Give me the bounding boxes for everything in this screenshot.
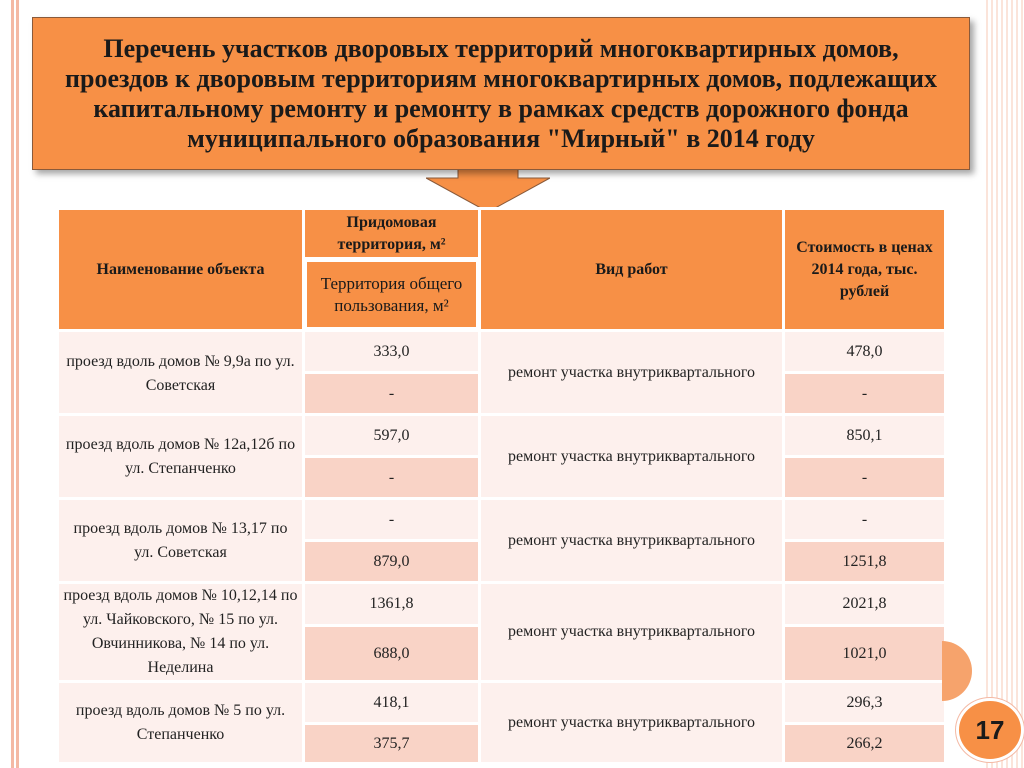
cell-yard: 418,1 <box>304 682 480 724</box>
header-area-common: Территория общего пользования, м² <box>304 259 480 331</box>
cell-common: 879,0 <box>304 541 480 583</box>
cell-common: 375,7 <box>304 724 480 764</box>
cell-cost-common: - <box>784 373 946 415</box>
cell-yard: 1361,8 <box>304 583 480 626</box>
left-stripe <box>11 0 14 768</box>
slide-title-box <box>32 17 970 170</box>
left-stripe-inner <box>16 0 19 768</box>
row-name: проезд вдоль домов № 13,17 по ул. Советская <box>58 499 304 583</box>
decorative-half-circle <box>942 641 972 701</box>
cell-cost-yard: 850,1 <box>784 415 946 457</box>
row-name: проезд вдоль домов № 5 по ул. Степанченко <box>58 682 304 764</box>
cell-work: ремонт участка внутриквартального <box>480 415 784 499</box>
cell-cost-common: 266,2 <box>784 724 946 764</box>
cell-cost-common: - <box>784 457 946 499</box>
cell-work: ремонт участка внутриквартального <box>480 499 784 583</box>
down-arrow-icon <box>426 168 550 212</box>
cell-yard: - <box>304 499 480 541</box>
header-cost: Стоимость в ценах 2014 года, тыс. рублей <box>784 209 946 331</box>
cell-common: 688,0 <box>304 626 480 682</box>
cell-cost-common: 1251,8 <box>784 541 946 583</box>
right-decorative-strip <box>986 0 1024 768</box>
cell-work: ремонт участка внутриквартального <box>480 331 784 415</box>
row-name: проезд вдоль домов № 10,12,14 по ул. Чайковского, № 15 по ул. Овчинникова, № 14 по ул. Неделина <box>58 583 304 682</box>
row-name: проезд вдоль домов № 9,9а по ул. Советская <box>58 331 304 415</box>
header-area-yard: Придомовая территория, м² <box>304 209 480 259</box>
cell-cost-yard: 478,0 <box>784 331 946 373</box>
works-table <box>56 207 947 765</box>
cell-cost-common: 1021,0 <box>784 626 946 682</box>
cell-work: ремонт участка внутриквартального <box>480 583 784 682</box>
slide-title: Перечень участков дворовых территорий многоквартирных домов, проездов к дворовым территориям многоквартирных домов, подлежащих капитальному ремонту и ремонту в рамках средств дорожного фонда муниципального образования "Мирный" в 2014 году <box>65 33 937 153</box>
cell-cost-yard: 2021,8 <box>784 583 946 626</box>
header-name: Наименование объекта <box>58 209 304 331</box>
cell-common: - <box>304 457 480 499</box>
cell-yard: 333,0 <box>304 331 480 373</box>
cell-work: ремонт участка внутриквартального <box>480 682 784 764</box>
cell-cost-yard: 296,3 <box>784 682 946 724</box>
row-name: проезд вдоль домов № 12а,12б по ул. Степанченко <box>58 415 304 499</box>
cell-cost-yard: - <box>784 499 946 541</box>
cell-common: - <box>304 373 480 415</box>
page-number-badge <box>956 698 1024 762</box>
header-work: Вид работ <box>480 209 784 331</box>
cell-yard: 597,0 <box>304 415 480 457</box>
page-number: 17 <box>975 714 1005 745</box>
